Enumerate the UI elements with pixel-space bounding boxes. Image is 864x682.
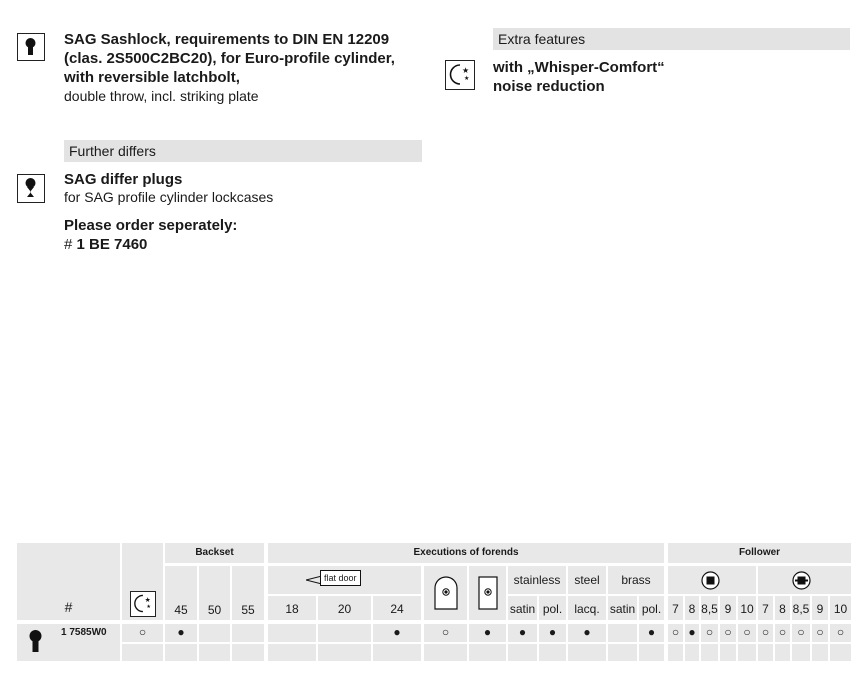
brass-label: brass: [621, 573, 651, 587]
moon-stars-icon: [445, 60, 475, 90]
follower-b-mark: ○: [761, 625, 770, 639]
whisper-comfort-line1: with „Whisper-Comfort“: [493, 59, 665, 76]
row-cell-empty: [199, 644, 230, 661]
follower-a-size: 10: [740, 602, 754, 616]
forends-header: Executions of forends: [268, 543, 664, 563]
row-cell: [758, 624, 773, 642]
differ-plug-icon: [17, 174, 45, 203]
follower-b-mark: ○: [816, 625, 824, 639]
finish-brass-satin: satin: [609, 602, 636, 616]
svg-text:★: ★: [144, 596, 151, 605]
row-cell: [373, 624, 421, 642]
row-cell: [792, 624, 810, 642]
row-cell-empty: [318, 644, 371, 661]
flatdoor-18: 18: [285, 602, 299, 616]
whisper-mark: ○: [138, 625, 147, 639]
moon-stars-icon: [130, 591, 156, 617]
row-cell-empty: [792, 644, 810, 661]
row-cell-empty: [268, 644, 316, 661]
follower-a-size-cell: [685, 596, 699, 620]
differ-plugs-title: SAG differ plugs: [64, 171, 183, 188]
row-cell: [738, 624, 756, 642]
follower-b-size-cell: [830, 596, 851, 620]
row-cell-empty: [720, 644, 736, 661]
square-follower-icon: [701, 571, 720, 590]
row-cell-empty: [685, 644, 699, 661]
hash-header: #: [64, 599, 73, 615]
follower-b-size-cell: [775, 596, 790, 620]
lock-cylinder-icon: [17, 33, 45, 61]
follower-header: Follower: [668, 543, 851, 563]
round-forend-icon: [434, 576, 458, 610]
follower-a-size-cell: [738, 596, 756, 620]
stainless-satin-mark: ●: [518, 625, 527, 639]
flatdoor-24-mark: ●: [393, 625, 401, 639]
row-cell-empty: [373, 644, 421, 661]
row-cell-empty: [758, 644, 773, 661]
row-cell-empty: [608, 644, 637, 661]
follower-b-size: 8: [779, 602, 786, 616]
square-forend-icon: [478, 576, 498, 610]
row-cell: [668, 624, 683, 642]
follower-a-mark: ○: [705, 625, 714, 639]
row-cell: [268, 624, 316, 642]
follower-b-size: 8,5: [792, 602, 810, 616]
forend-square-header: [469, 566, 506, 620]
row-cell-empty: [701, 644, 718, 661]
follower-a-size: 9: [724, 602, 732, 616]
steel-lacq-mark: ●: [583, 625, 591, 639]
finish-stainless-pol: pol.: [542, 602, 563, 616]
product-title-line2: (clas. 2S500C2BC20), for Euro-profile cylinder,: [64, 50, 395, 67]
follower-a-size-cell: [668, 596, 683, 620]
square-rotated-follower-icon: [792, 571, 811, 590]
follower-square-b-header: [758, 566, 851, 594]
finish-brass-pol: pol.: [641, 602, 662, 616]
row-cell: [720, 624, 736, 642]
row-cell-empty: [539, 644, 566, 661]
row-cell-empty: [812, 644, 828, 661]
row-cell: [165, 624, 197, 642]
follower-a-mark: ○: [724, 625, 732, 639]
backset-45-mark: ●: [177, 625, 185, 639]
stainless-pol-mark: ●: [548, 625, 557, 639]
row-cell: [830, 624, 851, 642]
product-description: double throw, incl. striking plate: [64, 88, 259, 104]
differ-plugs-desc: for SAG profile cylinder lockcases: [64, 189, 274, 205]
row-cell: [122, 624, 163, 642]
row-cell-empty: [232, 644, 264, 661]
follower-b-mark: ○: [797, 625, 805, 639]
svg-text:★: ★: [464, 75, 470, 82]
row-cell: [775, 624, 790, 642]
backset-header: Backset: [165, 543, 264, 563]
row-cell-empty: [508, 644, 537, 661]
row-cell-empty: [668, 644, 683, 661]
follower-a-size: 8,5: [701, 602, 718, 616]
extra-features-header: Extra features: [493, 28, 850, 50]
finish-stainless-satin: satin: [509, 602, 536, 616]
flat-door-label: flat door: [320, 570, 361, 586]
further-differs-header: Further differs: [64, 140, 422, 162]
row-cell-empty: [469, 644, 506, 661]
follower-a-size-cell: [720, 596, 736, 620]
row-cell: [568, 624, 606, 642]
forend-round-header: [424, 566, 467, 620]
row-cell: [639, 624, 664, 642]
svg-text:★: ★: [146, 604, 151, 611]
row-cell-empty: [639, 644, 664, 661]
row-cell: [608, 624, 637, 642]
forend-round-mark: ○: [441, 625, 450, 639]
row-cell-empty: [568, 644, 606, 661]
steel-label: steel: [574, 573, 600, 587]
order-separately-label: Please order seperately:: [64, 217, 238, 234]
flatdoor-20: 20: [337, 602, 352, 616]
stainless-label: stainless: [513, 573, 561, 587]
table-row: [17, 624, 120, 661]
flatdoor-24: 24: [390, 602, 404, 616]
follower-b-size-cell: [758, 596, 773, 620]
row-cell: [469, 624, 506, 642]
row-cell: [539, 624, 566, 642]
follower-b-size: 7: [762, 602, 769, 616]
row-cell-empty: [775, 644, 790, 661]
row-cell-empty: [165, 644, 197, 661]
follower-square-a-header: [668, 566, 756, 594]
row-cell: [812, 624, 828, 642]
follower-b-size: 10: [833, 602, 848, 616]
row-cell-empty: [122, 644, 163, 661]
order-number: 1 BE 7460: [76, 236, 148, 253]
forend-square-mark: ●: [483, 625, 492, 639]
row-cell: [701, 624, 718, 642]
backset-45: 45: [174, 603, 188, 617]
article-number: 1 7585W0: [61, 627, 107, 638]
follower-a-mark: ●: [688, 625, 696, 639]
row-cell-empty: [830, 644, 851, 661]
product-title-line1: SAG Sashlock, requirements to DIN EN 12209: [64, 31, 390, 48]
follower-a-size: 7: [672, 602, 679, 616]
follower-b-size-cell: [812, 596, 828, 620]
lock-cylinder-icon: [27, 629, 44, 655]
brass-pol-mark: ●: [647, 625, 656, 639]
row-cell-empty: [738, 644, 756, 661]
row-cell: [232, 624, 264, 642]
follower-b-mark: ○: [778, 625, 787, 639]
row-cell: [424, 624, 467, 642]
row-cell: [508, 624, 537, 642]
row-cell: [318, 624, 371, 642]
svg-text:★: ★: [462, 66, 470, 75]
follower-b-size: 9: [816, 602, 824, 616]
finish-steel-lacq: lacq.: [574, 602, 600, 616]
table-hash-cell: [17, 543, 120, 620]
product-title-line3: with reversible latchbolt,: [64, 69, 240, 86]
follower-a-mark: ○: [671, 625, 680, 639]
row-cell: [199, 624, 230, 642]
row-cell-empty: [424, 644, 467, 661]
flat-door-cell: [268, 566, 421, 594]
follower-a-size: 8: [688, 602, 696, 616]
follower-b-size-cell: [792, 596, 810, 620]
backset-55: 55: [241, 603, 255, 617]
whisper-comfort-line2: noise reduction: [493, 78, 605, 95]
follower-a-size-cell: [701, 596, 718, 620]
backset-50: 50: [207, 603, 222, 617]
row-cell: [685, 624, 699, 642]
follower-b-mark: ○: [836, 625, 845, 639]
follower-a-mark: ○: [743, 625, 751, 639]
whisper-column-header: [122, 543, 163, 620]
order-hash: #: [64, 236, 73, 253]
